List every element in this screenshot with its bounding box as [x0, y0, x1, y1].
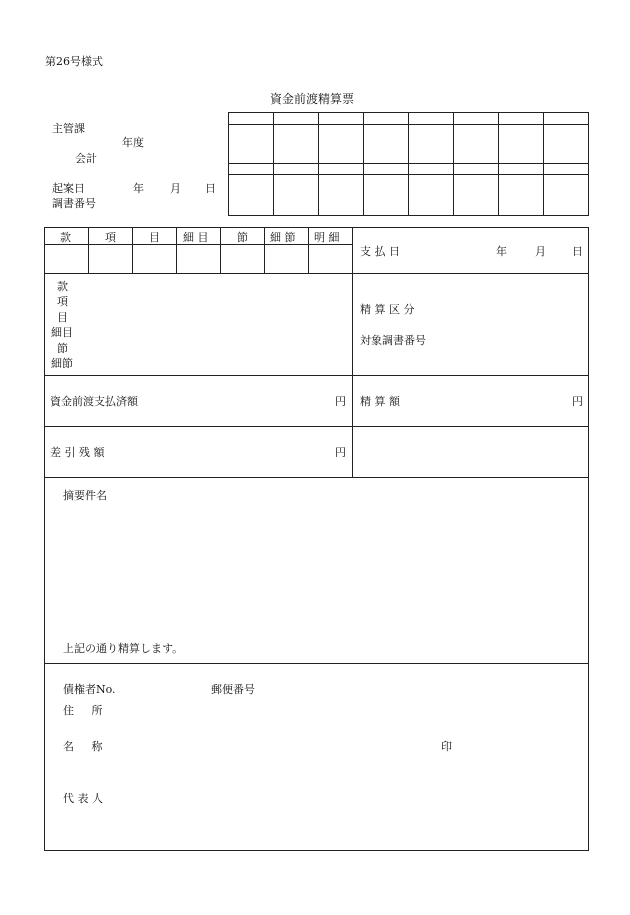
- account-label: 会計: [75, 152, 97, 165]
- fiscal-year-label: 年度: [122, 136, 144, 149]
- budget-item-moku: 目: [57, 311, 68, 324]
- payment-month-label: 月: [535, 245, 546, 258]
- summary-label: 摘要件名: [63, 489, 107, 502]
- form-number: 第26号様式: [45, 55, 103, 68]
- settlement-category-label: 精 算 区 分: [360, 303, 415, 316]
- draft-month-label: 月: [170, 182, 181, 195]
- payment-year-label: 年: [496, 245, 507, 258]
- target-document-number-label: 対象調書番号: [360, 334, 426, 347]
- budget-item-kou: 項: [57, 295, 68, 308]
- address-label: 住 所: [63, 704, 103, 717]
- budget-header-kan: 款: [60, 231, 71, 244]
- seal-label: 印: [441, 740, 452, 753]
- document-number-label: 調書番号: [52, 197, 96, 210]
- balance-label: 差 引 残 額: [50, 446, 105, 459]
- creditor-no-label: 債権者No.: [63, 683, 116, 696]
- main-form: [44, 227, 589, 851]
- budget-item-saimoku: 細目: [51, 326, 73, 339]
- main-section-label: 主管課: [52, 122, 85, 135]
- budget-item-setsu: 節: [57, 342, 68, 355]
- budget-header-meisai: 明 細: [314, 231, 340, 244]
- advance-paid-yen: 円: [335, 395, 346, 408]
- settle-statement: 上記の通り精算します。: [63, 642, 184, 655]
- budget-header-setsu: 節: [237, 231, 248, 244]
- balance-yen: 円: [335, 446, 346, 459]
- draft-day-label: 日: [205, 182, 216, 195]
- draft-date-label: 起案日: [52, 182, 85, 195]
- budget-header-saimoku: 細 目: [183, 231, 209, 244]
- budget-item-kan: 款: [57, 280, 68, 293]
- name-label: 名 称: [63, 740, 103, 753]
- budget-header-saisetsu: 細 節: [270, 231, 296, 244]
- representative-label: 代 表 人: [63, 792, 103, 805]
- budget-item-saisetsu: 細節: [51, 357, 73, 370]
- budget-header-moku: 目: [149, 231, 160, 244]
- settlement-amount-yen: 円: [572, 395, 583, 408]
- draft-year-label: 年: [133, 182, 144, 195]
- budget-header-kou: 項: [105, 231, 116, 244]
- payment-day-label: 日: [572, 245, 583, 258]
- settlement-amount-label: 精 算 額: [360, 395, 400, 408]
- postal-code-label: 郵便番号: [211, 683, 255, 696]
- page-title: 資金前渡精算票: [270, 92, 355, 106]
- payment-date-label: 支 払 日: [360, 245, 400, 258]
- advance-paid-amount-label: 資金前渡支払済額: [50, 395, 138, 408]
